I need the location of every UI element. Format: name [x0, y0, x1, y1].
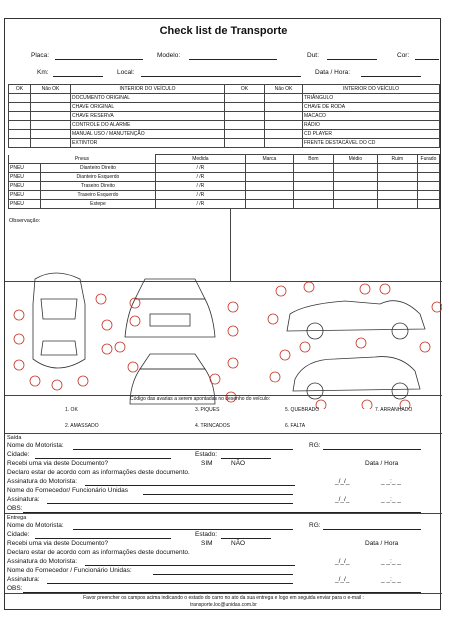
tire-row: [9, 191, 440, 200]
ruim-header: Ruim: [377, 155, 417, 164]
check-cell[interactable]: [9, 103, 31, 112]
entrega-date-1[interactable]: _/_/_: [335, 558, 350, 565]
tire-row: [9, 173, 440, 182]
tire-cell[interactable]: [333, 200, 377, 209]
check-cell[interactable]: [31, 121, 71, 130]
tire-cell[interactable]: [333, 182, 377, 191]
interior-item: FRENTE DESTACÁVEL DO CD: [303, 139, 440, 148]
tire-cell[interactable]: [377, 182, 417, 191]
entrega-section-label: Entrega: [7, 515, 27, 521]
car-side-view-left: [293, 357, 420, 391]
entrega-estado-label: Estado:: [195, 531, 218, 538]
tire-cell[interactable]: [293, 191, 333, 200]
tire-cell[interactable]: [377, 164, 417, 173]
placa-label: Placa:: [31, 52, 50, 59]
divider: [5, 433, 442, 434]
saida-estado-input[interactable]: [221, 458, 271, 459]
tire-position: Dianteiro Direito: [41, 164, 156, 173]
tire-cell[interactable]: [245, 200, 293, 209]
legend-title: Código das avarias a serem apontadas no desenho do veículo:: [130, 396, 271, 402]
tire-cell[interactable]: [293, 173, 333, 182]
local-label: Local:: [117, 69, 135, 76]
tire-row: [9, 182, 440, 191]
interior-row: [9, 94, 440, 103]
tire-cell[interactable]: [245, 164, 293, 173]
entrega-nome-motorista-label: Nome do Motorista:: [7, 522, 64, 529]
check-cell[interactable]: [225, 139, 265, 148]
saida-obs-label: OBS:: [7, 505, 23, 512]
saida-recebi-label: Recebi uma via deste Documento?: [7, 460, 109, 467]
interior-item: MANUAL USO / MANUTENÇÃO: [71, 130, 225, 139]
entrega-recebi-label: Recebi uma via deste Documento?: [7, 540, 109, 547]
tire-cell[interactable]: [417, 200, 439, 209]
check-cell[interactable]: [9, 139, 31, 148]
tire-cell[interactable]: [293, 164, 333, 173]
footer-note: Favor preencher os campos acima indicando o estado do carro no ato da sua entrega e logo em seguida enviar para o e-mail :: [83, 595, 364, 601]
tire-cell[interactable]: [293, 200, 333, 209]
entrega-nome-fornecedor-input[interactable]: [153, 574, 293, 575]
car-damage-diagram[interactable]: [5, 259, 442, 409]
tire-cell[interactable]: [417, 173, 439, 182]
tire-cell[interactable]: [333, 164, 377, 173]
cor-input[interactable]: [415, 59, 439, 60]
tire-position: Estepe: [41, 200, 156, 209]
tire-cell[interactable]: [245, 173, 293, 182]
check-cell[interactable]: [9, 112, 31, 121]
medida-header: Medida: [155, 155, 245, 164]
tire-measure[interactable]: / /R: [155, 173, 245, 182]
saida-assinatura-motorista-input[interactable]: [85, 485, 295, 486]
tire-label: PNEU: [9, 182, 41, 191]
interior-item: CHAVE ORIGINAL: [71, 103, 225, 112]
legend-code: 2. AMASSADO: [65, 423, 99, 429]
saida-time-2[interactable]: _ _:_ _: [381, 496, 401, 503]
ok-header: OK: [9, 85, 31, 94]
interior-table: [8, 84, 440, 148]
legend-code: 4. TRINCADOS: [195, 423, 230, 429]
saida-assinatura-motorista-label: Assinatura do Motorista:: [7, 478, 78, 485]
check-cell[interactable]: [265, 130, 303, 139]
observacao-label: Observação:: [9, 218, 41, 224]
saida-cidade-input[interactable]: [35, 458, 171, 459]
data-hora-label: Data / Hora:: [315, 69, 351, 76]
check-cell[interactable]: [265, 94, 303, 103]
entrega-date-2[interactable]: _/_/_: [335, 576, 350, 583]
tire-position: Traseiro Direito: [41, 182, 156, 191]
saida-assinatura-input[interactable]: [47, 503, 293, 504]
tire-label: PNEU: [9, 200, 41, 209]
placa-input[interactable]: [55, 59, 143, 60]
car-side-view-right: [287, 301, 425, 331]
interior-header: INTERIOR DO VEÍCULO: [71, 85, 225, 94]
entrega-assinatura-motorista-label: Assinatura do Motorista:: [7, 558, 78, 565]
saida-date-1[interactable]: _/_/_: [335, 478, 350, 485]
modelo-input[interactable]: [189, 59, 277, 60]
cor-label: Cor:: [397, 52, 410, 59]
marca-header: Marca: [245, 155, 293, 164]
check-cell[interactable]: [9, 94, 31, 103]
saida-nome-fornecedor-input[interactable]: [143, 494, 293, 495]
tire-cell[interactable]: [417, 182, 439, 191]
legend-code: 3. PIQUES: [195, 407, 220, 413]
entrega-rg-input[interactable]: [323, 529, 421, 530]
entrega-assinatura-label: Assinatura:: [7, 576, 40, 583]
tire-row: [9, 164, 440, 173]
tire-row: [9, 200, 440, 209]
nao-ok-header: Não OK: [31, 85, 71, 94]
saida-assinatura-label: Assinatura:: [7, 496, 40, 503]
entrega-nome-fornecedor-label: Nome do Fornecedor / Funcionário Unidas:: [7, 567, 132, 574]
tire-cell[interactable]: [333, 191, 377, 200]
entrega-nome-motorista-input[interactable]: [73, 529, 293, 530]
interior-item: CONTROLE DO ALARME: [71, 121, 225, 130]
entrega-assinatura-motorista-input[interactable]: [85, 565, 295, 566]
check-cell[interactable]: [31, 94, 71, 103]
entrega-time-1[interactable]: _ _:_ _: [381, 558, 401, 565]
saida-cidade-label: Cidade:: [7, 451, 30, 458]
entrega-declaro-text: Declaro estar de acordo com as informações deste documento.: [7, 549, 190, 556]
interior-row: [9, 121, 440, 130]
entrega-nao-option[interactable]: NÃO: [231, 540, 246, 547]
entrega-rg-label: RG:: [309, 522, 321, 529]
saida-nao-option[interactable]: NÃO: [231, 460, 246, 467]
entrega-cidade-input[interactable]: [35, 538, 171, 539]
tire-position: Dianteiro Esquerdo: [41, 173, 156, 182]
saida-section-label: Saída: [7, 435, 22, 441]
check-cell[interactable]: [9, 130, 31, 139]
ok-header-2: OK: [225, 85, 265, 94]
interior-row: [9, 103, 440, 112]
bom-header: Bom: [293, 155, 333, 164]
form-title: Check list de Transporte: [159, 25, 288, 37]
dut-input[interactable]: [327, 59, 377, 60]
legend-code: 6. FALTA: [285, 423, 306, 429]
interior-item: CHAVE DE RODA: [303, 103, 440, 112]
km-label: Km:: [37, 69, 49, 76]
interior-item: MACACO: [303, 112, 440, 121]
check-cell[interactable]: [9, 121, 31, 130]
entrega-estado-input[interactable]: [221, 538, 271, 539]
interior-row: [9, 112, 440, 121]
saida-time-1[interactable]: _ _:_ _: [381, 478, 401, 485]
interior-item: EXTINTOR: [71, 139, 225, 148]
tire-cell[interactable]: [377, 173, 417, 182]
check-cell[interactable]: [265, 112, 303, 121]
tire-label: PNEU: [9, 173, 41, 182]
entrega-assinatura-input[interactable]: [47, 583, 293, 584]
saida-rg-input[interactable]: [323, 449, 421, 450]
check-cell[interactable]: [31, 139, 71, 148]
tire-cell[interactable]: [377, 200, 417, 209]
saida-nome-motorista-input[interactable]: [73, 449, 293, 450]
tire-measure[interactable]: / /R: [155, 191, 245, 200]
entrega-cidade-label: Cidade:: [7, 531, 30, 538]
checklist-form: [4, 18, 441, 610]
interior-item: DOCUMENTO ORIGINAL: [71, 94, 225, 103]
check-cell[interactable]: [225, 130, 265, 139]
tire-label: PNEU: [9, 191, 41, 200]
saida-data-hora-label: Data / Hora: [365, 460, 399, 467]
interior-item: CHAVE RESERVA: [71, 112, 225, 121]
check-cell[interactable]: [265, 121, 303, 130]
saida-sim-option[interactable]: SIM: [201, 460, 213, 467]
local-input[interactable]: [141, 76, 301, 77]
saida-date-2[interactable]: _/_/_: [335, 496, 350, 503]
interior-item: RÁDIO: [303, 121, 440, 130]
saida-rg-label: RG:: [309, 442, 321, 449]
legend-code: 5. QUEBRADO: [285, 407, 320, 413]
divider: [5, 513, 442, 514]
tire-cell[interactable]: [245, 191, 293, 200]
tire-position: Traseiro Esquerdo: [41, 191, 156, 200]
saida-declaro-text: Declaro estar de acordo com as informações deste documento.: [7, 469, 190, 476]
entrega-time-2[interactable]: _ _:_ _: [381, 576, 401, 583]
interior-item: TRIÂNGULO: [303, 94, 440, 103]
pneus-header: Pneus: [9, 155, 156, 164]
footer-email: transporte.loc@unidas.com.br: [190, 602, 257, 608]
tire-measure[interactable]: / /R: [155, 182, 245, 191]
medio-header: Médio: [333, 155, 377, 164]
check-cell[interactable]: [225, 112, 265, 121]
entrega-data-hora-label: Data / Hora: [365, 540, 399, 547]
legend-code: 1. OK: [65, 407, 78, 413]
tires-table: [8, 154, 440, 209]
check-cell[interactable]: [31, 112, 71, 121]
tire-cell[interactable]: [417, 164, 439, 173]
saida-nome-motorista-label: Nome do Motorista:: [7, 442, 64, 449]
saida-nome-fornecedor-label: Nome do Fornecedor/ Funcionário Unidas: [7, 487, 129, 494]
data-hora-input[interactable]: [361, 76, 421, 77]
tire-cell[interactable]: [293, 182, 333, 191]
tire-label: PNEU: [9, 164, 41, 173]
check-cell[interactable]: [225, 103, 265, 112]
modelo-label: Modelo:: [157, 52, 181, 59]
check-cell[interactable]: [265, 103, 303, 112]
interior-item: CD PLAYER: [303, 130, 440, 139]
check-cell[interactable]: [225, 121, 265, 130]
nao-ok-header-2: Não OK: [265, 85, 303, 94]
check-cell[interactable]: [265, 139, 303, 148]
check-cell[interactable]: [31, 130, 71, 139]
tire-cell[interactable]: [377, 191, 417, 200]
tire-measure[interactable]: / /R: [155, 164, 245, 173]
tire-cell[interactable]: [417, 191, 439, 200]
tire-cell[interactable]: [245, 182, 293, 191]
interior-header-2: INTERIOR DO VEÍCULO: [303, 85, 440, 94]
entrega-obs-label: OBS:: [7, 585, 23, 592]
check-cell[interactable]: [225, 94, 265, 103]
tire-cell[interactable]: [333, 173, 377, 182]
saida-estado-label: Estado:: [195, 451, 218, 458]
divider: [5, 593, 442, 594]
km-input[interactable]: [53, 76, 103, 77]
entrega-sim-option[interactable]: SIM: [201, 540, 213, 547]
furado-header: Furado: [417, 155, 439, 164]
dut-label: Dut:: [307, 52, 319, 59]
interior-row: [9, 139, 440, 148]
tire-measure[interactable]: / /R: [155, 200, 245, 209]
interior-row: [9, 130, 440, 139]
legend-code: 7. ARRANHADO: [375, 407, 413, 413]
check-cell[interactable]: [31, 103, 71, 112]
